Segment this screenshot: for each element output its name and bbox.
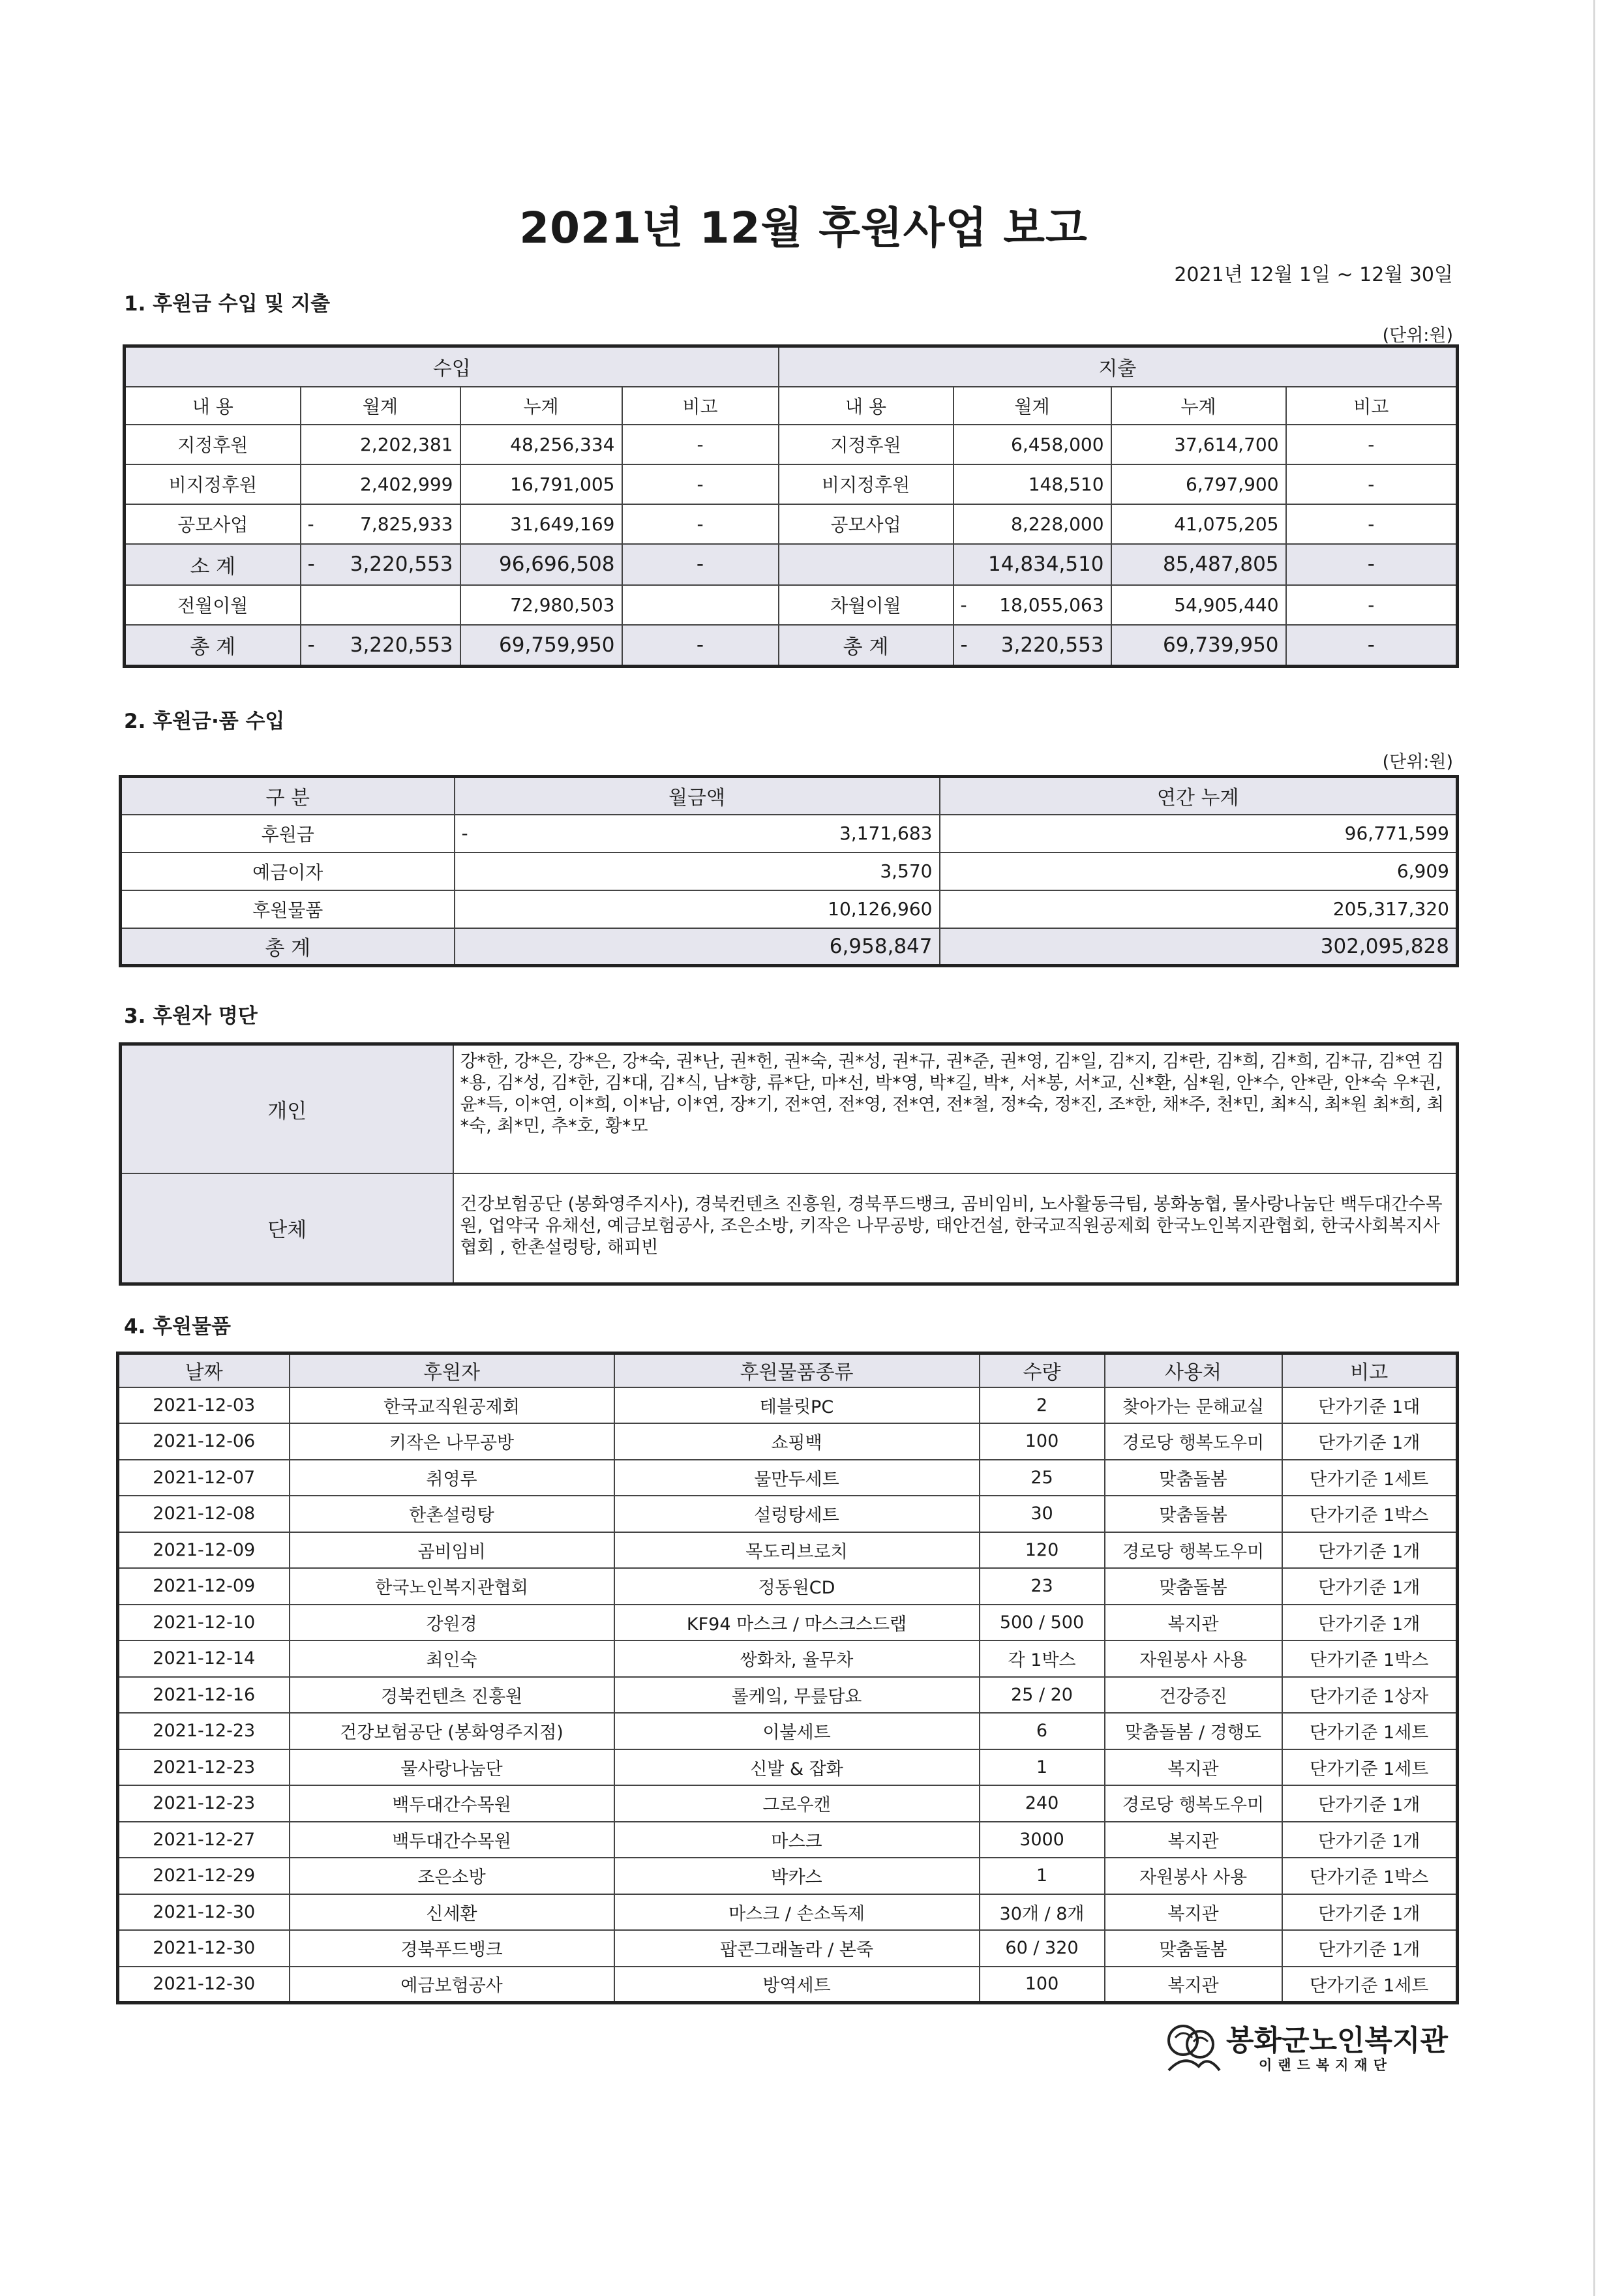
cell: 41,075,205 xyxy=(1111,504,1286,544)
cell: 쇼핑백 xyxy=(614,1423,980,1460)
dash-mark: - xyxy=(307,552,315,576)
cell: 30개 / 8개 xyxy=(980,1894,1105,1931)
report-period: 2021년 12월 1일 ~ 12월 30일 xyxy=(1174,264,1453,286)
cell: 2021-12-23 xyxy=(118,1785,290,1822)
cell: 단가기준 1개 xyxy=(1282,1930,1458,1967)
cell: 2021-12-09 xyxy=(118,1568,290,1605)
cell: 6,797,900 xyxy=(1111,464,1286,504)
cell: 박카스 xyxy=(614,1858,980,1894)
dash-mark: - xyxy=(307,513,314,535)
cell: 3,171,683 xyxy=(839,823,933,844)
col-header: 사용처 xyxy=(1105,1353,1282,1387)
cell: KF94 마스크 / 마스크스드랩 xyxy=(614,1605,980,1641)
cell: 148,510 xyxy=(954,464,1111,504)
col-header: 비고 xyxy=(1286,387,1458,425)
total-row xyxy=(121,928,1458,966)
cell: 복지관 xyxy=(1105,1822,1282,1858)
cell: 각 1박스 xyxy=(980,1640,1105,1677)
cell: 공모사업 xyxy=(779,504,954,544)
cell: 2021-12-30 xyxy=(118,1967,290,2003)
cell: - xyxy=(1286,425,1458,464)
cell: 목도리브로치 xyxy=(614,1532,980,1569)
cell: 단가기준 1세트 xyxy=(1282,1749,1458,1786)
subtotal-row xyxy=(125,544,1458,585)
cell: 한국교직원공제회 xyxy=(290,1387,614,1424)
cell: 2 xyxy=(980,1387,1105,1424)
cell: 단가기준 1개 xyxy=(1282,1785,1458,1822)
cell: 단가기준 1개 xyxy=(1282,1822,1458,1858)
cell: 단가기준 1개 xyxy=(1282,1532,1458,1569)
cell: 69,739,950 xyxy=(1111,625,1286,667)
cell: 96,696,508 xyxy=(460,544,622,585)
donor-list-table xyxy=(119,1042,1459,1286)
table-row xyxy=(118,1894,1458,1931)
cell: 6 xyxy=(980,1713,1105,1749)
cell: 후원금 xyxy=(121,815,455,853)
cell: 취영루 xyxy=(290,1460,614,1496)
col-header: 날짜 xyxy=(118,1353,290,1387)
cell: 1 xyxy=(980,1858,1105,1894)
cell: 신발 & 잡화 xyxy=(614,1749,980,1786)
cell: 후원물품 xyxy=(121,890,455,928)
cell: 총 계 xyxy=(125,625,301,667)
cell: 팝콘그래놀라 / 본죽 xyxy=(614,1930,980,1967)
table-row xyxy=(118,1967,1458,2003)
cell: 곰비임비 xyxy=(290,1532,614,1569)
cell: 방역세트 xyxy=(614,1967,980,2003)
cell: 단가기준 1개 xyxy=(1282,1605,1458,1641)
individual-names: 강*한, 강*은, 강*은, 강*숙, 권*난, 권*헌, 권*숙, 권*성, 권*규, 권*준, 권*영, 김*일, 김*지, 김*란, 김*희, 김*희, 김*규, 김*연 김*용, 김*성, 김*한, 김*대, 김*식, 남*향, 류*단, 마*선, 박*영, 박*길, 박*, 서*봉, 서*교, 신*환, 심*원, 안*수, 안*란, 안*숙 우*권, 윤*득, 이*연, 이*희, 이*남, 이*연, 장*기, 전*연, 전*영, 전*연, 전*철, 정*숙, 정*진, 조*한, 채*주, 천*민, 최*식, 최*원 최*희, 최*숙, 최*민, 추*호, 황*모 xyxy=(453,1044,1458,1173)
cell: 비지정후원 xyxy=(125,464,301,504)
cell: 맞춤돌봄 xyxy=(1105,1568,1282,1605)
section1-heading: 1. 후원금 수입 및 지출 xyxy=(124,292,331,316)
table-row xyxy=(118,1785,1458,1822)
table-row xyxy=(118,1640,1458,1677)
cell: 강원경 xyxy=(290,1605,614,1641)
cell: 2021-12-08 xyxy=(118,1496,290,1532)
cell: 경로당 행복도우미 xyxy=(1105,1785,1282,1822)
cell: 54,905,440 xyxy=(1111,585,1286,625)
cell: 2021-12-16 xyxy=(118,1677,290,1714)
cell: 롤케잌, 무릎담요 xyxy=(614,1677,980,1714)
cell: 205,317,320 xyxy=(940,890,1458,928)
cell: 2021-12-06 xyxy=(118,1423,290,1460)
cell: 2,402,999 xyxy=(301,464,460,504)
cell: - xyxy=(1286,544,1458,585)
cell: 한국노인복지관협회 xyxy=(290,1568,614,1605)
table-row xyxy=(118,1532,1458,1569)
cell: - xyxy=(622,625,779,667)
cell: 예금이자 xyxy=(121,853,455,890)
cell: 48,256,334 xyxy=(460,425,622,464)
cell: 6,909 xyxy=(940,853,1458,890)
table-row xyxy=(118,1858,1458,1894)
table-row xyxy=(125,504,1458,544)
income-expense-table xyxy=(123,344,1459,668)
col-header: 내 용 xyxy=(125,387,301,425)
col-header: 구 분 xyxy=(121,777,455,815)
col-header: 연간 누계 xyxy=(940,777,1458,815)
cell: 경북푸드뱅크 xyxy=(290,1930,614,1967)
col-header: 월계 xyxy=(301,387,460,425)
cell: 쌍화차, 율무차 xyxy=(614,1640,980,1677)
table-row xyxy=(118,1423,1458,1460)
dash-mark: - xyxy=(307,633,315,657)
logo-subtitle: 이랜드복지재단 xyxy=(1259,2057,1393,2073)
col-header: 수량 xyxy=(980,1353,1105,1387)
cell: 3,570 xyxy=(455,853,940,890)
cell xyxy=(622,585,779,625)
cell: 25 / 20 xyxy=(980,1677,1105,1714)
cell: 단가기준 1세트 xyxy=(1282,1967,1458,2003)
cell xyxy=(301,585,460,625)
table-row xyxy=(121,890,1458,928)
cell: 100 xyxy=(980,1967,1105,2003)
table-row xyxy=(121,853,1458,890)
cell: 키작은 나무공방 xyxy=(290,1423,614,1460)
cell: 자원봉사 사용 xyxy=(1105,1640,1282,1677)
cell: 72,980,503 xyxy=(460,585,622,625)
cell: 8,228,000 xyxy=(954,504,1111,544)
cell: 맞춤돌봄 / 경행도 xyxy=(1105,1713,1282,1749)
cell: 30 xyxy=(980,1496,1105,1532)
cell: 2021-12-30 xyxy=(118,1930,290,1967)
cell: 2021-12-30 xyxy=(118,1894,290,1931)
cell: 맞춤돌봄 xyxy=(1105,1496,1282,1532)
table-row xyxy=(118,1496,1458,1532)
cell: 25 xyxy=(980,1460,1105,1496)
section3-heading: 3. 후원자 명단 xyxy=(124,1004,258,1028)
table-row xyxy=(118,1930,1458,1967)
table-row xyxy=(118,1749,1458,1786)
col-header: 월계 xyxy=(954,387,1111,425)
table-row xyxy=(118,1568,1458,1605)
cell: 총 계 xyxy=(121,928,455,966)
individual-label: 개인 xyxy=(121,1044,453,1173)
cell: 비지정후원 xyxy=(779,464,954,504)
cell: 120 xyxy=(980,1532,1105,1569)
cell: 경로당 행복도우미 xyxy=(1105,1423,1282,1460)
cell: 2,202,381 xyxy=(301,425,460,464)
cell: 맞춤돌봄 xyxy=(1105,1460,1282,1496)
cell: 복지관 xyxy=(1105,1749,1282,1786)
cell: 2021-12-14 xyxy=(118,1640,290,1677)
col-header: 내 용 xyxy=(779,387,954,425)
cell: 37,614,700 xyxy=(1111,425,1286,464)
cell: 한촌설렁탕 xyxy=(290,1496,614,1532)
cell: 단가기준 1대 xyxy=(1282,1387,1458,1424)
cell: 2021-12-27 xyxy=(118,1822,290,1858)
cell: 그로우캔 xyxy=(614,1785,980,1822)
cell: 85,487,805 xyxy=(1111,544,1286,585)
cell: 지정후원 xyxy=(125,425,301,464)
cell: 3,220,553 xyxy=(350,552,453,576)
cell: - xyxy=(622,464,779,504)
cell: 총 계 xyxy=(779,625,954,667)
cell: 14,834,510 xyxy=(954,544,1111,585)
cell: 16,791,005 xyxy=(460,464,622,504)
col-header: 누계 xyxy=(1111,387,1286,425)
dash-mark: - xyxy=(960,633,968,657)
cell: 96,771,599 xyxy=(940,815,1458,853)
cell: 2021-12-10 xyxy=(118,1605,290,1641)
cell: 3,220,553 xyxy=(350,633,453,657)
cell: 복지관 xyxy=(1105,1605,1282,1641)
group-names: 건강보험공단 (봉화영주지사), 경북컨텐츠 진흥원, 경북푸드뱅크, 곰비임비, 노사활동극팀, 봉화농협, 물사랑나눔단 백두대간수목원, 업약국 유채선, 예금보험공사, 조은소방, 키작은 나무공방, 태안건설, 한국교직원공제회 한국노인복지관협회, 한국사회복지사협회 , 한촌설렁탕, 해피빈 xyxy=(453,1173,1458,1284)
cell: 최인숙 xyxy=(290,1640,614,1677)
cell: 이불세트 xyxy=(614,1713,980,1749)
table-row xyxy=(118,1605,1458,1641)
page-edge xyxy=(1593,0,1595,2296)
cell: 단가기준 1개 xyxy=(1282,1894,1458,1931)
cell: 2021-12-09 xyxy=(118,1532,290,1569)
cell: 1 xyxy=(980,1749,1105,1786)
cell: 마스크 xyxy=(614,1822,980,1858)
cell: 31,649,169 xyxy=(460,504,622,544)
cell: 단가기준 1상자 xyxy=(1282,1677,1458,1714)
cell: 2021-12-07 xyxy=(118,1460,290,1496)
cell: 18,055,063 xyxy=(999,594,1104,616)
cell: 단가기준 1박스 xyxy=(1282,1640,1458,1677)
cell: - xyxy=(622,544,779,585)
section2-unit: (단위:원) xyxy=(1382,752,1453,772)
cell: 60 / 320 xyxy=(980,1930,1105,1967)
donation-income-table xyxy=(119,775,1459,967)
section2-heading: 2. 후원금·품 수입 xyxy=(124,710,285,733)
cell: 설렁탕세트 xyxy=(614,1496,980,1532)
cell: 6,458,000 xyxy=(954,425,1111,464)
table-row xyxy=(118,1677,1458,1714)
cell: 10,126,960 xyxy=(455,890,940,928)
col-header: 후원물품종류 xyxy=(614,1353,980,1387)
organization-logo xyxy=(1161,2014,1449,2086)
table-row xyxy=(125,425,1458,464)
cell: 단가기준 1개 xyxy=(1282,1568,1458,1605)
total-row xyxy=(125,625,1458,667)
cell: 복지관 xyxy=(1105,1894,1282,1931)
cell: 예금보험공사 xyxy=(290,1967,614,2003)
income-header: 수입 xyxy=(125,346,779,387)
table-row xyxy=(125,585,1458,625)
cell: 6,958,847 xyxy=(455,928,940,966)
cell: 소 계 xyxy=(125,544,301,585)
cell: - xyxy=(1286,504,1458,544)
individual-row xyxy=(121,1044,1458,1173)
cell: 단가기준 1개 xyxy=(1282,1423,1458,1460)
cell: 맞춤돌봄 xyxy=(1105,1930,1282,1967)
cell: 240 xyxy=(980,1785,1105,1822)
cell: 69,759,950 xyxy=(460,625,622,667)
table-row xyxy=(125,464,1458,504)
cell: 차월이월 xyxy=(779,585,954,625)
group-label: 단체 xyxy=(121,1173,453,1284)
cell: 건강보험공단 (봉화영주지점) xyxy=(290,1713,614,1749)
cell: 신세환 xyxy=(290,1894,614,1931)
cell: 단가기준 1박스 xyxy=(1282,1496,1458,1532)
col-header: 비고 xyxy=(622,387,779,425)
cell: 경로당 행복도우미 xyxy=(1105,1532,1282,1569)
table-row xyxy=(118,1460,1458,1496)
group-row xyxy=(121,1173,1458,1284)
cell: - xyxy=(1286,464,1458,504)
col-header: 비고 xyxy=(1282,1353,1458,1387)
cell: 500 / 500 xyxy=(980,1605,1105,1641)
cell: 테블릿PC xyxy=(614,1387,980,1424)
cell: 찾아가는 문해교실 xyxy=(1105,1387,1282,1424)
cell: 물만두세트 xyxy=(614,1460,980,1496)
table-row xyxy=(118,1387,1458,1424)
table-row xyxy=(121,815,1458,853)
cell: 3,220,553 xyxy=(1000,633,1104,657)
expense-header: 지출 xyxy=(779,346,1458,387)
page-title: 2021년 12월 후원사업 보고 xyxy=(519,203,1088,253)
cell: 경북컨텐츠 진흥원 xyxy=(290,1677,614,1714)
section4-heading: 4. 후원물품 xyxy=(124,1315,231,1338)
cell: - xyxy=(622,504,779,544)
logo-name: 봉화군노인복지관 xyxy=(1226,2024,1449,2057)
cell: 건강증진 xyxy=(1105,1677,1282,1714)
cell: 마스크 / 손소독제 xyxy=(614,1894,980,1931)
dash-mark: - xyxy=(461,823,468,844)
col-header: 누계 xyxy=(460,387,622,425)
cell: - xyxy=(1286,625,1458,667)
section1-unit: (단위:원) xyxy=(1382,325,1453,346)
cell: - xyxy=(1286,585,1458,625)
col-header: 후원자 xyxy=(290,1353,614,1387)
cell: 2021-12-23 xyxy=(118,1713,290,1749)
donated-items-table xyxy=(116,1352,1459,2004)
cell: 2021-12-23 xyxy=(118,1749,290,1786)
cell: 물사랑나눔단 xyxy=(290,1749,614,1786)
col-header: 월금액 xyxy=(455,777,940,815)
cell: 공모사업 xyxy=(125,504,301,544)
cell: 복지관 xyxy=(1105,1967,1282,2003)
cell: 2021-12-03 xyxy=(118,1387,290,1424)
cell: 3000 xyxy=(980,1822,1105,1858)
cell xyxy=(779,544,954,585)
cell: 백두대간수목원 xyxy=(290,1785,614,1822)
cell: 단가기준 1박스 xyxy=(1282,1858,1458,1894)
cell: 자원봉사 사용 xyxy=(1105,1858,1282,1894)
dash-mark: - xyxy=(960,594,967,616)
cell: 7,825,933 xyxy=(359,513,453,535)
cell: 단가기준 1세트 xyxy=(1282,1460,1458,1496)
cell: 전월이월 xyxy=(125,585,301,625)
cell: 단가기준 1세트 xyxy=(1282,1713,1458,1749)
cell: 302,095,828 xyxy=(940,928,1458,966)
cell: 23 xyxy=(980,1568,1105,1605)
cell: 2021-12-29 xyxy=(118,1858,290,1894)
cell: - xyxy=(622,425,779,464)
cell: 백두대간수목원 xyxy=(290,1822,614,1858)
table-row xyxy=(118,1713,1458,1749)
cell: 정동원CD xyxy=(614,1568,980,1605)
cell: 지정후원 xyxy=(779,425,954,464)
cell: 100 xyxy=(980,1423,1105,1460)
cell: 조은소방 xyxy=(290,1858,614,1894)
elderly-couple-logo-icon xyxy=(1161,2014,1224,2077)
table-row xyxy=(118,1822,1458,1858)
